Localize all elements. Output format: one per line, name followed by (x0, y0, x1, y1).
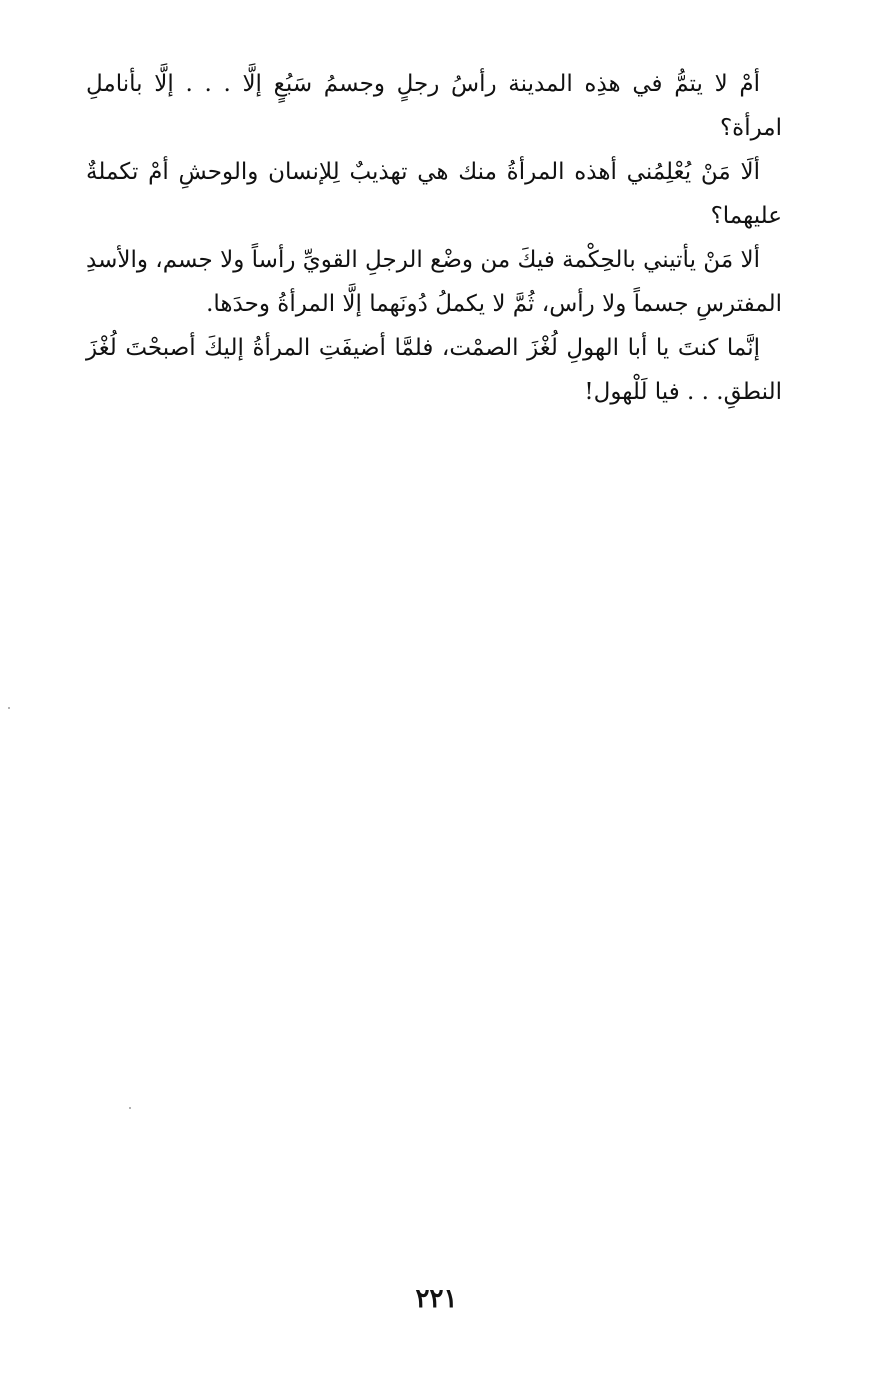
scan-speck (129, 1107, 131, 1109)
body-text (86, 62, 782, 414)
page-number: ٢٢١ (415, 1284, 458, 1314)
paragraph-2: ألَا مَنْ يُعْلِمُني أهذه المرأةُ منك هي تهذيبٌ لِلإنسان والوحشِ أمْ تكملةٌ عليهما؟ (86, 159, 782, 229)
paragraph-4: إنَّما كنتَ يا أبا الهولِ لُغْزَ الصمْت، فلمَّا أضيفَتِ المرأةُ إليكَ أصبحْتَ لُغْزَ النطقِ. . . فيا لَلْهول! (86, 335, 782, 405)
scan-speck (8, 707, 10, 709)
paragraph-1: أمْ لا يتمُّ في هذِه المدينة رأسُ رجلٍ وجسمُ سَبُعٍ إلَّا . . . إلَّا بأناملِ امرأة؟ (86, 71, 782, 141)
paragraph-3: ألا مَنْ يأتيني بالحِكْمة فيكَ من وضْع الرجلِ القويِّ رأساً ولا جسم، والأسدِ المفترسِ جسماً ولا رأس، ثُمَّ لا يكملُ دُونَهما إلَّا المرأةُ وحدَها. (86, 247, 782, 317)
